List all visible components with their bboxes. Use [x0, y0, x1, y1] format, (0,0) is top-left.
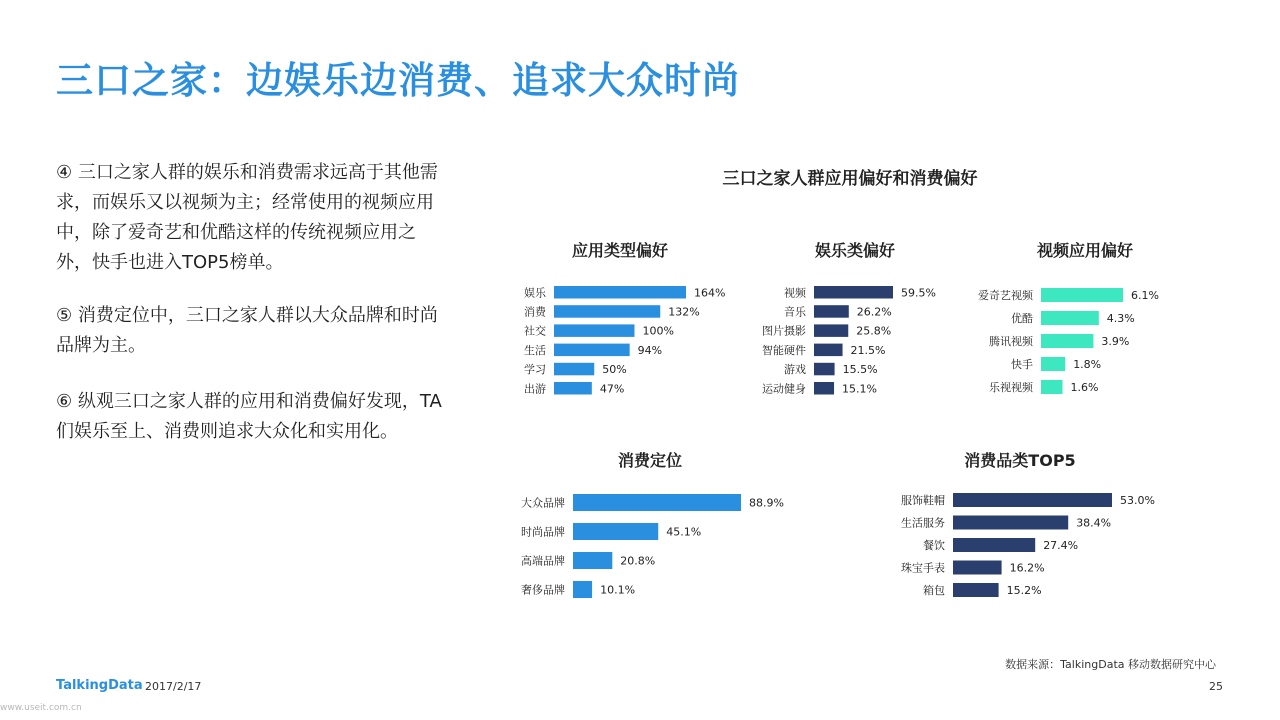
category-label: 箱包 [923, 584, 945, 597]
bar-chart-svg [880, 448, 1160, 598]
data-label: 47% [599, 382, 625, 396]
bar [573, 523, 658, 540]
category-label: 生活服务 [901, 516, 945, 530]
data-label: 6.1% [1131, 289, 1159, 302]
data-label: 164% [694, 286, 726, 300]
chart-main-title: 三口之家人群应用偏好和消费偏好 [722, 169, 978, 189]
data-label: 25.8% [856, 324, 892, 338]
category-label: 时尚品牌 [521, 525, 565, 539]
data-label: 94% [637, 343, 663, 357]
category-label: 运动健身 [762, 382, 806, 396]
bar-chart-svg [740, 238, 970, 398]
bar [554, 286, 686, 299]
data-label: 50% [602, 363, 627, 377]
bar [554, 324, 634, 337]
data-label: 3.9% [1101, 335, 1130, 348]
data-label: 59.5% [901, 286, 936, 300]
category-label: 视频 [784, 286, 806, 300]
bar [814, 344, 843, 357]
bar [953, 538, 1035, 552]
bar [953, 516, 1068, 530]
bar [554, 344, 630, 357]
category-label: 出游 [524, 382, 546, 396]
data-label: 88.9% [749, 496, 784, 510]
page-title: 三口之家：边娱乐边消费、追求大众时尚 [56, 59, 740, 102]
bar [554, 363, 594, 376]
chart-title: 消费品类TOP5 [964, 451, 1076, 470]
data-label: 132% [668, 305, 700, 319]
data-label: 1.8% [1073, 358, 1102, 371]
bar [554, 382, 592, 395]
category-label: 餐饮 [923, 539, 945, 552]
data-label: 53.0% [1120, 494, 1155, 507]
category-label: 图片摄影 [762, 324, 806, 338]
chart-consumption-top5 [880, 448, 1160, 598]
category-label: 游戏 [784, 363, 806, 377]
paragraph-3: ⑥ 纵观三口之家人群的应用和消费偏好发现，TA们娱乐至上、消费则追求大众化和实用化。 [56, 391, 442, 442]
bar [814, 363, 835, 376]
category-label: 智能硬件 [762, 343, 806, 357]
chart-app-type [500, 238, 740, 398]
data-label: 21.5% [850, 343, 886, 357]
bar [814, 324, 848, 337]
bar [573, 494, 741, 511]
bar [1041, 334, 1093, 348]
bar [554, 305, 660, 318]
bar [1041, 380, 1063, 394]
category-label: 音乐 [784, 305, 806, 319]
chart-title: 视频应用偏好 [1036, 241, 1133, 260]
data-label: 16.2% [1009, 561, 1045, 575]
bar [1041, 357, 1065, 371]
category-label: 服饰鞋帽 [901, 494, 945, 507]
data-label: 15.5% [842, 363, 878, 377]
category-label: 珠宝手表 [901, 561, 945, 575]
category-label: 消费 [524, 305, 546, 319]
category-label: 学习 [524, 363, 546, 377]
data-label: 15.2% [1006, 584, 1042, 597]
bar [953, 493, 1112, 507]
data-label: 4.3% [1106, 312, 1135, 325]
category-label: 大众品牌 [521, 496, 565, 510]
bar [814, 305, 849, 318]
chart-entertainment [740, 238, 970, 398]
bar [953, 561, 1002, 575]
data-label: 38.4% [1076, 516, 1112, 530]
category-label: 优酷 [1011, 312, 1033, 325]
data-label: 100% [642, 324, 674, 338]
data-source: 数据来源：TalkingData 移动数据研究中心 [1005, 658, 1216, 671]
data-label: 1.6% [1070, 381, 1099, 394]
bar [573, 552, 612, 569]
bar [1041, 288, 1123, 302]
category-label: 奢侈品牌 [521, 583, 565, 597]
paragraph-2: ⑤ 消费定位中，三口之家人群以大众品牌和时尚品牌为主。 [56, 305, 438, 356]
category-label: 爱奇艺视频 [978, 289, 1033, 302]
data-label: 15.1% [842, 382, 878, 396]
bar [814, 286, 893, 299]
category-label: 生活 [524, 343, 546, 357]
data-label: 10.1% [600, 583, 636, 597]
watermark: www.useit.com.cn [0, 703, 82, 713]
data-label: 45.1% [666, 525, 702, 539]
chart-consumption-positioning [500, 448, 800, 598]
footer-date: 2017/2/17 [145, 680, 202, 693]
bar [814, 382, 834, 395]
category-label: 快手 [1011, 358, 1033, 371]
chart-title: 娱乐类偏好 [814, 241, 895, 260]
data-label: 27.4% [1043, 539, 1079, 552]
category-label: 娱乐 [524, 286, 546, 300]
bar [1041, 311, 1099, 325]
category-label: 高端品牌 [521, 554, 565, 568]
bar-chart-svg [500, 448, 800, 598]
category-label: 乐视视频 [989, 381, 1033, 394]
talkingdata-logo: TalkingData [56, 678, 143, 693]
page-number: 25 [1209, 680, 1223, 693]
bar-chart-svg [500, 238, 740, 398]
bar [573, 581, 592, 598]
category-label: 腾讯视频 [989, 335, 1033, 348]
category-label: 社交 [524, 324, 546, 338]
chart-title: 应用类型偏好 [571, 241, 668, 260]
paragraph-1: ④ 三口之家人群的娱乐和消费需求远高于其他需求，而娱乐又以视频为主；经常使用的视频应用中，除了爱奇艺和优酷这样的传统视频应用之外，快手也进入TOP5榜单。 [56, 162, 438, 273]
bar [953, 583, 999, 597]
data-label: 20.8% [620, 554, 656, 568]
chart-video-apps [965, 238, 1205, 398]
bar-chart-svg [965, 238, 1205, 398]
data-label: 26.2% [856, 305, 892, 319]
chart-title: 消费定位 [617, 451, 682, 470]
